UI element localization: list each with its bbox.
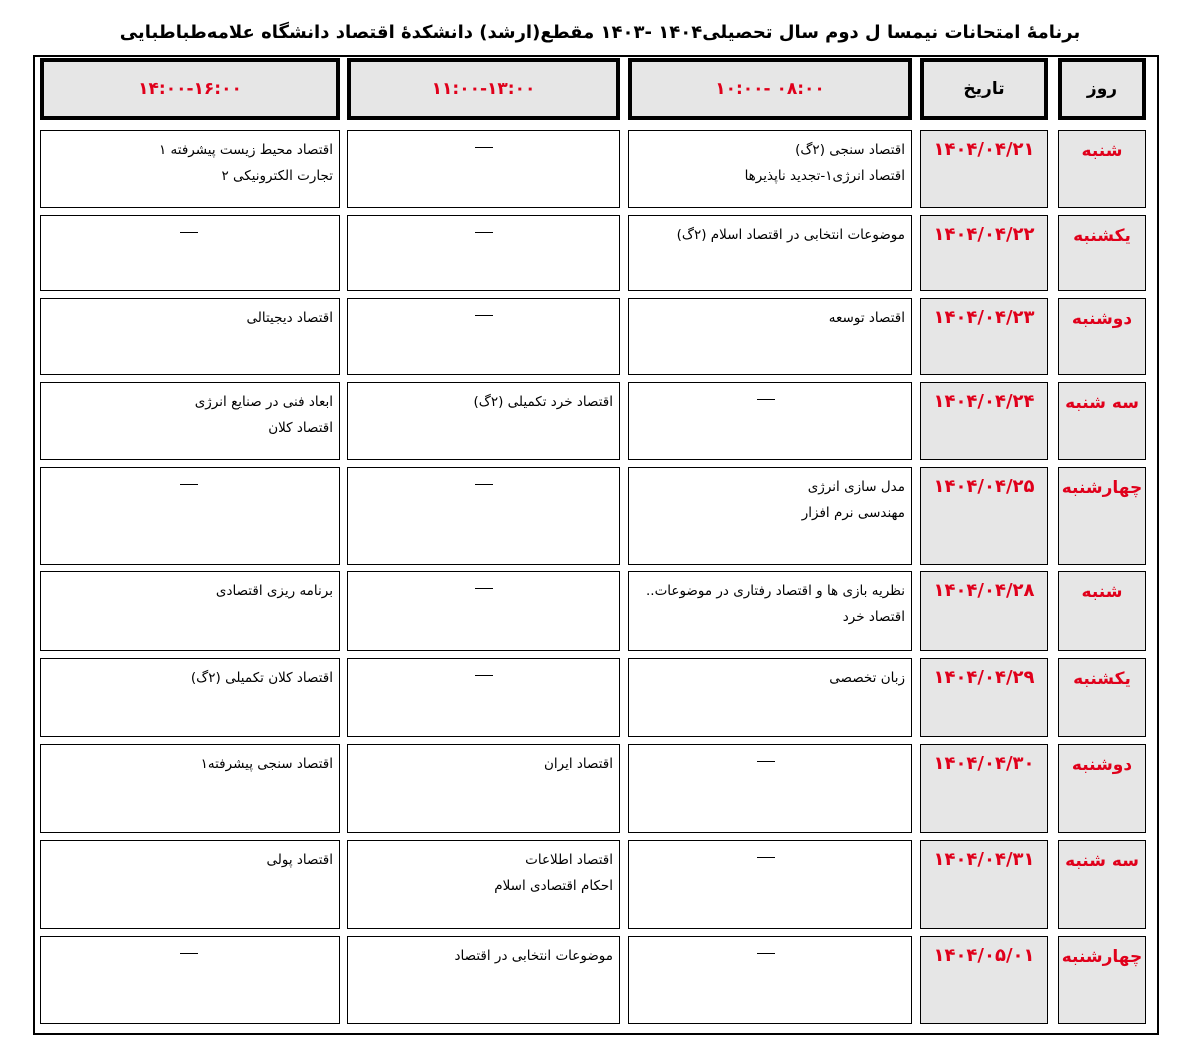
empty-dash bbox=[475, 147, 493, 148]
exam-cell-slot1 bbox=[628, 130, 912, 208]
exam-cell-slot2 bbox=[347, 467, 620, 565]
empty-dash bbox=[475, 588, 493, 589]
exam-subject: اقتصاد پولی bbox=[266, 852, 333, 868]
date-cell: ۱۴۰۴/۰۴/۲۲ bbox=[920, 215, 1048, 291]
header-slot-1: ۰۸:۰۰ -۱۰:۰۰ bbox=[628, 58, 912, 120]
empty-dash bbox=[757, 399, 775, 400]
empty-dash bbox=[475, 315, 493, 316]
exam-cell-slot3 bbox=[40, 467, 340, 565]
date-cell: ۱۴۰۴/۰۴/۳۱ bbox=[920, 840, 1048, 929]
exam-cell-slot3 bbox=[40, 658, 340, 737]
empty-dash bbox=[180, 953, 198, 954]
exam-cell-slot2 bbox=[347, 840, 620, 929]
day-cell: شنبه bbox=[1058, 571, 1146, 651]
exam-cell-slot1 bbox=[628, 936, 912, 1024]
exam-cell-slot3 bbox=[40, 382, 340, 460]
exam-cell-slot2 bbox=[347, 382, 620, 460]
exam-subject: مهندسی نرم افزار bbox=[801, 505, 905, 521]
exam-subject: برنامه ریزی اقتصادی bbox=[215, 583, 333, 599]
exam-cell-slot3 bbox=[40, 298, 340, 375]
exam-subject: اقتصاد کلان تکمیلی (۲گ) bbox=[190, 670, 333, 686]
header-date: تاریخ bbox=[920, 58, 1048, 120]
date-cell: ۱۴۰۴/۰۴/۲۵ bbox=[920, 467, 1048, 565]
exam-subject: مدل سازی انرژی bbox=[807, 479, 905, 495]
exam-cell-slot1 bbox=[628, 744, 912, 833]
day-cell: شنبه bbox=[1058, 130, 1146, 208]
empty-dash bbox=[475, 232, 493, 233]
exam-subject: موضوعات انتخابی در اقتصاد اسلام (۲گ) bbox=[676, 227, 905, 243]
date-cell: ۱۴۰۴/۰۴/۲۸ bbox=[920, 571, 1048, 651]
empty-dash bbox=[475, 675, 493, 676]
empty-dash bbox=[757, 761, 775, 762]
exam-cell-slot2 bbox=[347, 130, 620, 208]
day-cell: دوشنبه bbox=[1058, 298, 1146, 375]
exam-cell-slot1 bbox=[628, 382, 912, 460]
date-cell: ۱۴۰۴/۰۴/۳۰ bbox=[920, 744, 1048, 833]
exam-cell-slot3 bbox=[40, 744, 340, 833]
exam-subject: اقتصاد خرد bbox=[842, 609, 905, 625]
exam-cell-slot1 bbox=[628, 658, 912, 737]
exam-cell-slot3 bbox=[40, 571, 340, 651]
exam-subject: اقتصاد اطلاعات bbox=[525, 852, 613, 868]
header-slot-2: ۱۱:۰۰-۱۳:۰۰ bbox=[347, 58, 620, 120]
exam-cell-slot2 bbox=[347, 571, 620, 651]
exam-cell-slot3 bbox=[40, 840, 340, 929]
date-cell: ۱۴۰۴/۰۵/۰۱ bbox=[920, 936, 1048, 1024]
exam-cell-slot3 bbox=[40, 936, 340, 1024]
exam-cell-slot2 bbox=[347, 744, 620, 833]
exam-cell-slot1 bbox=[628, 840, 912, 929]
empty-dash bbox=[757, 857, 775, 858]
exam-subject: اقتصاد ایران bbox=[543, 756, 613, 772]
exam-subject: اقتصاد خرد تکمیلی (۲گ) bbox=[473, 394, 613, 410]
date-cell: ۱۴۰۴/۰۴/۲۳ bbox=[920, 298, 1048, 375]
exam-subject: تجارت الکترونیکی ۲ bbox=[221, 168, 333, 184]
exam-cell-slot1 bbox=[628, 571, 912, 651]
header-slot-3: ۱۴:۰۰-۱۶:۰۰ bbox=[40, 58, 340, 120]
page-title: برنامهٔ امتحانات نیمسا ل دوم سال تحصیلی۱۴۰۴ -۱۴۰۳ مقطع(ارشد) دانشکدهٔ اقتصاد دانشگاه علامه‌طباطبایی bbox=[119, 22, 1081, 43]
header-day: روز bbox=[1058, 58, 1146, 120]
day-cell: چهارشنبه bbox=[1058, 467, 1146, 565]
date-cell: ۱۴۰۴/۰۴/۲۱ bbox=[920, 130, 1048, 208]
exam-subject: اقتصاد سنجی پیشرفته۱ bbox=[200, 756, 333, 772]
exam-cell-slot1 bbox=[628, 467, 912, 565]
exam-subject: اقتصاد دیجیتالی bbox=[246, 310, 333, 326]
day-cell: سه شنبه bbox=[1058, 382, 1146, 460]
day-cell: چهارشنبه bbox=[1058, 936, 1146, 1024]
empty-dash bbox=[757, 953, 775, 954]
empty-dash bbox=[180, 484, 198, 485]
exam-subject: ابعاد فنی در صنایع انرژی bbox=[194, 394, 333, 410]
exam-cell-slot3 bbox=[40, 215, 340, 291]
exam-subject: احکام اقتصادی اسلام bbox=[494, 878, 613, 894]
exam-cell-slot3 bbox=[40, 130, 340, 208]
exam-subject: اقتصاد انرژی۱-تجدید ناپذیرها bbox=[744, 168, 905, 184]
date-cell: ۱۴۰۴/۰۴/۲۴ bbox=[920, 382, 1048, 460]
exam-cell-slot2 bbox=[347, 298, 620, 375]
exam-subject: اقتصاد توسعه bbox=[828, 310, 905, 326]
day-cell: دوشنبه bbox=[1058, 744, 1146, 833]
exam-subject: اقتصاد سنجی (۲گ) bbox=[795, 142, 905, 158]
empty-dash bbox=[475, 484, 493, 485]
exam-subject: موضوعات انتخابی در اقتصاد bbox=[454, 948, 613, 964]
day-cell: یکشنبه bbox=[1058, 658, 1146, 737]
exam-subject: نظریه بازی ها و اقتصاد رفتاری در موضوعات.. bbox=[645, 583, 905, 599]
exam-cell-slot1 bbox=[628, 215, 912, 291]
exam-cell-slot2 bbox=[347, 936, 620, 1024]
empty-dash bbox=[180, 232, 198, 233]
exam-cell-slot2 bbox=[347, 215, 620, 291]
exam-subject: زبان تخصصی bbox=[829, 670, 905, 686]
day-cell: سه شنبه bbox=[1058, 840, 1146, 929]
exam-cell-slot2 bbox=[347, 658, 620, 737]
date-cell: ۱۴۰۴/۰۴/۲۹ bbox=[920, 658, 1048, 737]
exam-subject: اقتصاد محیط زیست پیشرفته ۱ bbox=[158, 142, 333, 158]
exam-cell-slot1 bbox=[628, 298, 912, 375]
exam-subject: اقتصاد کلان bbox=[268, 420, 333, 436]
day-cell: یکشنبه bbox=[1058, 215, 1146, 291]
